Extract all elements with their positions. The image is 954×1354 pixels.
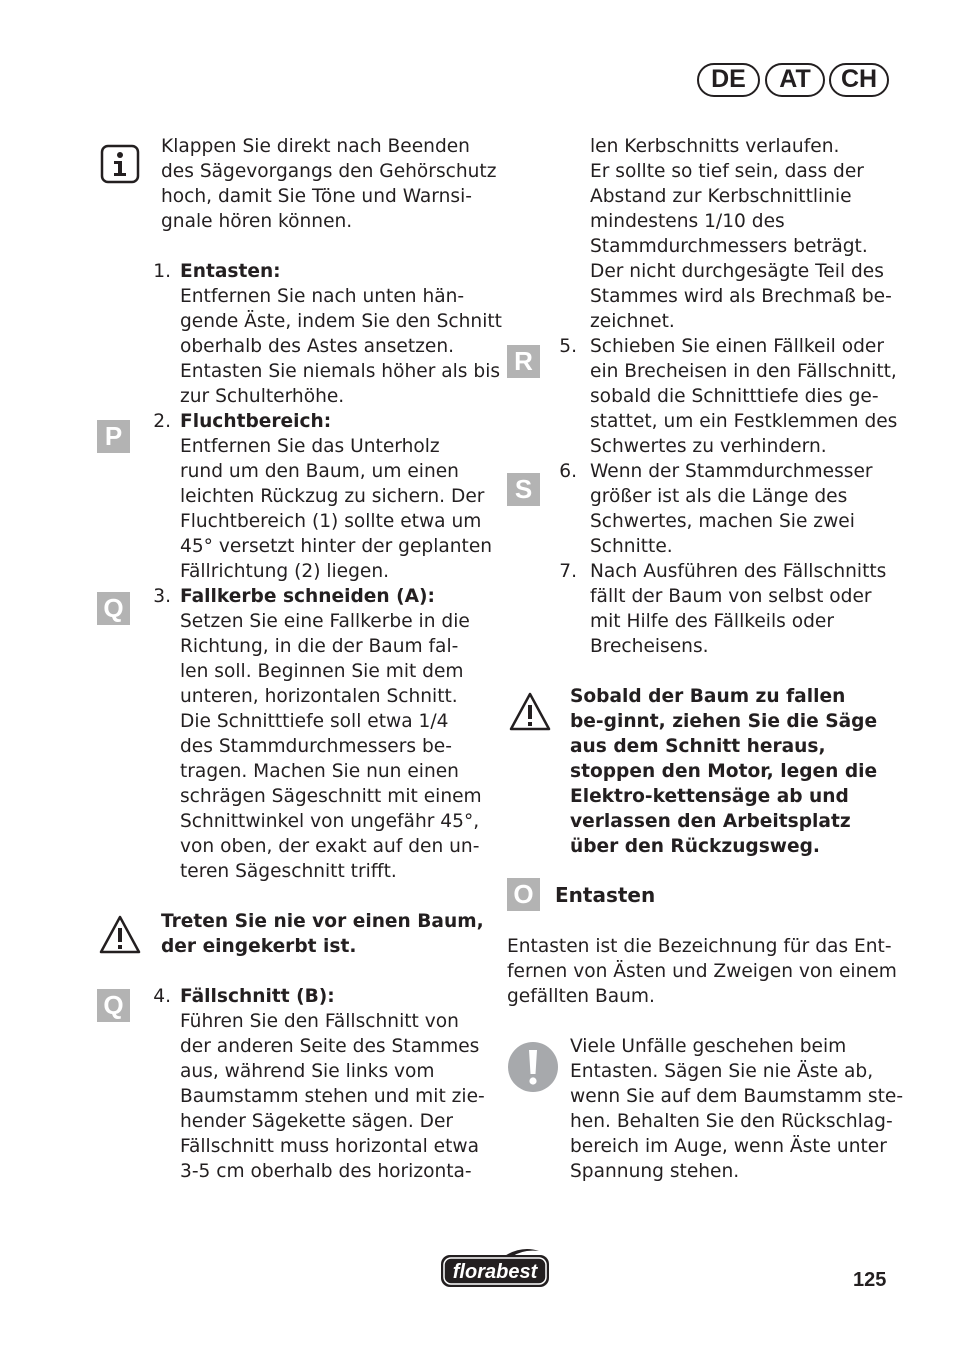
lang-badge-ch: CH <box>829 63 889 97</box>
lang-badge-de: DE <box>697 63 760 97</box>
warning-icon <box>98 914 142 963</box>
section-heading: Entasten <box>555 883 656 907</box>
exclamation-icon <box>507 1041 559 1100</box>
step-4-continued: len Kerbschnitts verlaufen. Er sollte so tief sein, dass der Abstand zur Kerbschnittlinie mindestens 1/10 des Stammdurchmessers beträgt. Der nicht durchgesägte Teil des Stammes wird als Brechmaß be- zeichnet. <box>590 136 892 332</box>
marker-o: O <box>507 878 540 911</box>
step-number: 1. <box>153 261 171 282</box>
step-7: Nach Ausführen des Fällschnitts fällt der Baum von selbst oder mit Hilfe des Fällkeils oder Brecheisens. <box>590 561 887 657</box>
warning-text: Sobald der Baum zu fallen be-ginnt, ziehen Sie die Säge aus dem Schnitt heraus, stoppen den Motor, legen die Elektro-kettensäge ab und verlassen den Arbeitsplatz über den Rückzugsweg. <box>570 686 878 857</box>
step-number: 3. <box>153 586 171 607</box>
brand-logo <box>439 1245 551 1298</box>
marker-q: Q <box>97 989 130 1022</box>
step-6: Wenn der Stammdurchmesser größer ist als die Länge des Schwertes, machen Sie zwei Schnitte. <box>590 461 873 557</box>
step-number: 5. <box>559 336 577 357</box>
marker-r: R <box>507 345 540 378</box>
step-number: 2. <box>153 411 171 432</box>
step-3: Fallkerbe schneiden (A): Setzen Sie eine Fallkerbe in die Richtung, in die der Baum fal- len soll. Beginnen Sie mit dem unteren, horizontalen Schnitt. Die Schnitttiefe soll etwa 1/4 des Stammdurchmessers be- tragen. Machen Sie nun einen schrägen Sägeschnitt mit einem Schnittwinkel von ungefähr 45°, von oben, der exakt auf den un- teren Sägeschnitt trifft. <box>180 586 482 882</box>
step-5: Schieben Sie einen Fällkeil oder ein Brecheisen in den Fällschnitt, sobald die Schnitttiefe dies ge- stattet, um ein Festklemmen des Schwertes zu verhindern. <box>590 336 898 457</box>
caution-note: Viele Unfälle geschehen beim Entasten. Sägen Sie nie Äste ab, wenn Sie auf dem Baumstamm ste- hen. Behalten Sie den Rückschlag- bereich im Auge, wenn Äste unter Spannung stehen. <box>570 1036 904 1182</box>
step-2: Fluchtbereich: Entfernen Sie das Unterholz rund um den Baum, um einen leichten Rückzug zu sichern. Der Fluchtbereich (1) sollte etwa um 45° versetzt hinter der geplanten Fällrichtung (2) liegen. <box>180 411 493 582</box>
info-note: Klappen Sie direkt nach Beenden des Sägevorgangs den Gehörschutz hoch, damit Sie Töne und Warnsi- gnale hören können. <box>161 136 497 232</box>
step-number: 6. <box>559 461 577 482</box>
step-number: 7. <box>559 561 577 582</box>
lang-badge-at: AT <box>765 63 825 97</box>
marker-p: P <box>97 420 130 453</box>
marker-q: Q <box>97 592 130 625</box>
section-intro: Entasten ist die Bezeichnung für das Ent- fernen von Ästen und Zweigen von einem gefällten Baum. <box>507 936 897 1007</box>
svg-text:florabest: florabest <box>452 1261 538 1283</box>
step-number: 4. <box>153 986 171 1007</box>
warning-text: Treten Sie nie vor einen Baum, der eingekerbt ist. <box>161 911 484 957</box>
warning-icon <box>508 691 552 740</box>
step-4: Fällschnitt (B): Führen Sie den Fällschnitt von der anderen Seite des Stammes aus, während Sie links vom Baumstamm stehen und mit zie- hender Sägekette sägen. Der Fällschnitt muss horizontal etwa 3-5 cm oberhalb des horizonta- <box>180 986 485 1182</box>
marker-s: S <box>507 473 540 506</box>
step-1: Entasten: Entfernen Sie nach unten hän- gende Äste, indem Sie den Schnitt oberhalb des Astes ansetzen. Entasten Sie niemals höher als bis zur Schulterhöhe. <box>180 261 502 407</box>
info-icon <box>100 144 140 191</box>
page-number: 125 <box>853 1269 887 1291</box>
